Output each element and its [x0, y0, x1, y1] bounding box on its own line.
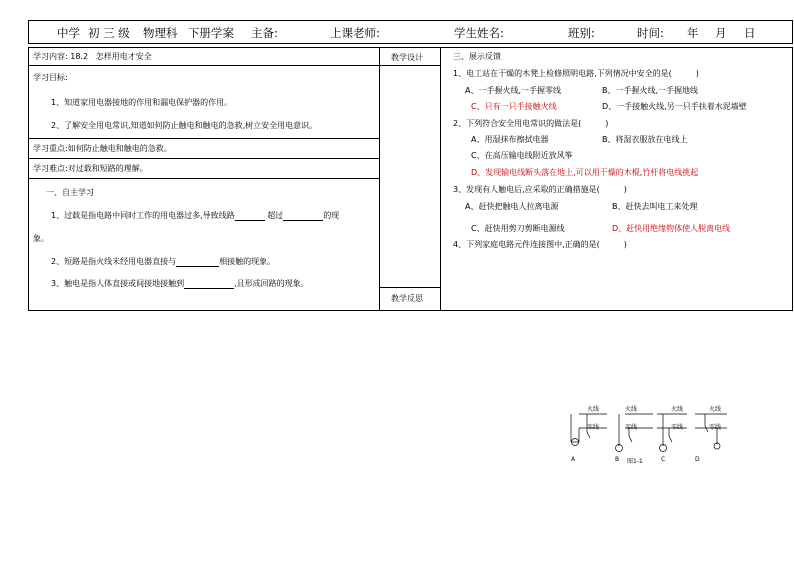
rule-design	[379, 65, 440, 66]
blank-4[interactable]	[184, 280, 234, 289]
fig-c-live: 火线	[671, 406, 684, 413]
q3-option-d: D、赶快用绝缘物体使人脱离电线	[612, 224, 731, 233]
q2-option-d: D、发现输电线断头落在地上,可以用干燥的木棍,竹杆将电线挑起	[471, 168, 699, 177]
header-grade: 初 三 级	[88, 26, 130, 40]
question-3-line: 3、触电是指人体直接或间接地接触到 ,且形成回路的现象。	[51, 279, 309, 288]
difficulty-row	[33, 164, 148, 174]
header-preparer: 主备:	[251, 26, 278, 40]
q1-option-b: B、一手握火线,一手握地线	[602, 86, 699, 95]
rule-reflection	[379, 287, 440, 288]
q1-option-d: D、一手接触火线,另一只手扶着水泥墙壁	[602, 102, 747, 111]
header-class: 班别:	[568, 26, 595, 40]
lesson-title: 怎样用电才安全	[95, 52, 152, 61]
question-2-line: 2、短路是指火线未经用电器直接与 相接触的现象。	[51, 257, 276, 266]
header-day: 日	[744, 26, 756, 40]
q3-option-b: B、赶快去叫电工来处理	[612, 202, 698, 211]
fig-label-b: B	[615, 456, 620, 463]
question-1-cont: 象。	[33, 234, 49, 243]
q3-option-c: C、赶快用剪刀剪断电源线	[471, 224, 565, 233]
rule-difficulty	[28, 178, 379, 179]
lesson-number: 18.2	[70, 52, 89, 61]
header-volume: 下册学案	[188, 26, 234, 40]
q1-option-c: C、只有一只手接触火线	[471, 102, 557, 111]
difficulty-text: 对过载和短路的理解。	[67, 164, 148, 173]
fig-caption: 图1-1	[627, 458, 643, 465]
fig-d-neutral: 零线	[709, 424, 722, 431]
fig-d-live: 火线	[709, 406, 722, 413]
blank-2[interactable]	[283, 212, 323, 221]
content-label: 学习内容:	[33, 52, 68, 61]
header-time: 时间:	[637, 26, 664, 40]
goals-label: 学习目标:	[33, 73, 68, 82]
fig-b-live: 火线	[625, 406, 638, 413]
teaching-reflection-label: 教学反思	[391, 294, 423, 303]
rule-key	[28, 158, 379, 159]
blank-1[interactable]	[235, 212, 265, 221]
rule-content	[28, 65, 379, 66]
q2-option-a: A、用湿抹布擦拭电器	[471, 135, 549, 144]
q3-option-a: A、赶快把触电人拉离电源	[465, 202, 559, 211]
fig-b-neutral: 零线	[625, 424, 638, 431]
feedback-q4: 4、下列家庭电路元件连接图中,正确的是( )	[453, 240, 627, 249]
goal-2: 2、了解安全用电常识,知道如何防止触电和触电的急救,树立安全用电意识。	[51, 121, 318, 130]
feedback-q2: 2、下列符合安全用电常识的做法是( )	[453, 119, 609, 128]
self-study-heading: 一、自主学习	[46, 188, 94, 197]
header-row	[28, 20, 793, 44]
key-text: 如何防止触电和触电的急救。	[67, 144, 172, 153]
q2-option-b: B、将湿衣服放在电线上	[602, 135, 688, 144]
feedback-heading: 三、展示反馈	[453, 52, 501, 61]
fig-label-c: C	[661, 456, 666, 463]
fig-label-d: D	[695, 456, 700, 463]
blank-3[interactable]	[176, 258, 219, 267]
teaching-design-label: 教学设计	[391, 53, 423, 62]
difficulty-label: 学习难点:	[33, 164, 68, 173]
header-teacher: 上课老师:	[330, 26, 380, 40]
header-school: 中学	[57, 26, 80, 40]
q2-option-c: C、在高压输电线附近放风筝	[471, 151, 573, 160]
key-label: 学习重点:	[33, 144, 68, 153]
key-row	[33, 144, 172, 154]
header-month: 月	[715, 26, 727, 40]
worksheet	[28, 20, 793, 311]
rule-goals	[28, 138, 379, 139]
circuit-figure	[557, 402, 747, 466]
header-year: 年	[687, 26, 699, 40]
header-subject: 物理科	[143, 26, 178, 40]
header-student: 学生姓名:	[454, 26, 504, 40]
feedback-q1: 1、电工站在干燥的木凳上检修照明电路,下列情况中安全的是( )	[453, 69, 699, 78]
divider-left	[379, 47, 380, 311]
content-row	[33, 52, 152, 62]
fig-label-a: A	[571, 456, 576, 463]
divider-right	[440, 47, 441, 311]
q1-option-a: A、一手握火线,一手握零线	[465, 86, 562, 95]
goal-1: 1、知道家用电器接地的作用和漏电保护器的作用。	[51, 98, 233, 107]
fig-c-neutral: 零线	[671, 424, 684, 431]
fig-a-neutral: 零线	[587, 424, 600, 431]
question-1-line: 1、过载是指电路中同时工作的用电器过多,导致线路 超过 的现	[51, 211, 340, 220]
fig-a-live: 火线	[587, 406, 600, 413]
feedback-q3: 3、发现有人触电后,应采取的正确措施是( )	[453, 185, 627, 194]
